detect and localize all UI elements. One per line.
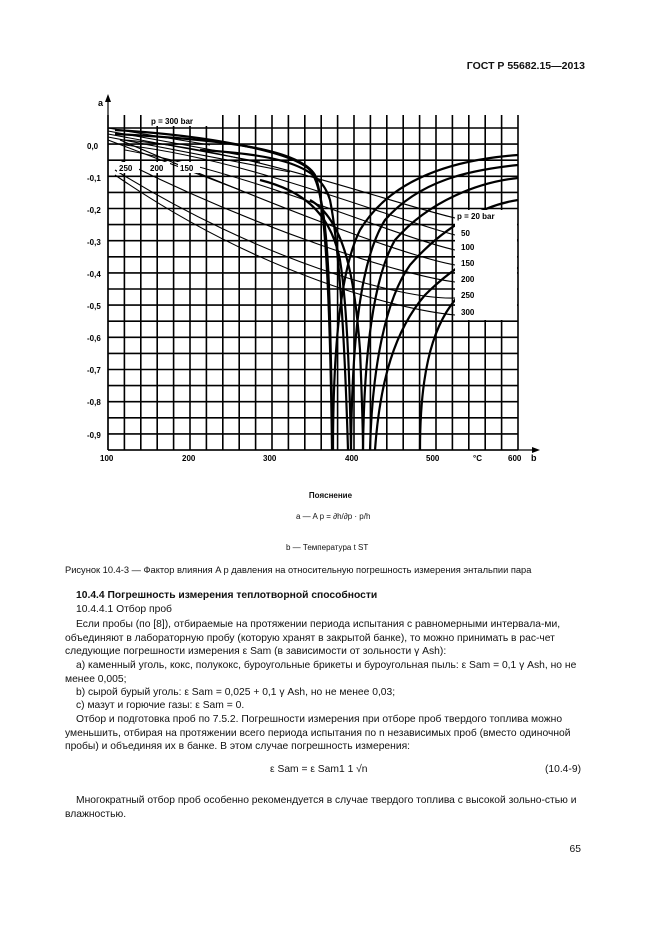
y-tick-label: -0,6 (87, 334, 101, 343)
y-axis-label: a (98, 98, 104, 108)
subsection-heading: 10.4.4.1 Отбор проб (76, 604, 172, 615)
y-tick-label: -0,5 (87, 302, 101, 311)
paragraph-c: с) мазут и горючие газы: ε Sam = 0. (76, 700, 245, 711)
equation: ε Sam = ε Sam1 1 √n (270, 764, 368, 775)
right-curve-label: 200 (461, 275, 475, 284)
paragraph-3: Многократный отбор проб особенно рекомендуется в случае твердого топлива с высокой зольно-стью и влажностью. (65, 795, 577, 820)
x-tick-label: 500 (426, 454, 440, 463)
top-label-200: 200 (150, 164, 164, 173)
document-header: ГОСТ Р 55682.15—2013 (466, 60, 585, 72)
right-curve-label: 300 (461, 308, 475, 317)
y-axis-arrow (105, 94, 111, 102)
figure-caption: Рисунок 10.4-3 — Фактор влияния A p давления на относительную погрешность измерения энтальпии пара (65, 565, 532, 575)
paragraph-b: b) сырой бурый уголь: ε Sam = 0,025 + 0,1 γ Ash, но не менее 0,03; (76, 687, 396, 698)
y-tick-label: 0,0 (87, 142, 99, 151)
x-tick-label: 400 (345, 454, 359, 463)
x-tick-label: 300 (263, 454, 277, 463)
top-title-label: p = 300 bar (151, 117, 194, 126)
x-unit-label: °C (473, 454, 482, 463)
paragraph-2: Отбор и подготовка проб по 7.5.2. Погрешности измерения при отборе проб твердого топлива можно уменьшить, отбирая на протяжении всего периода испытания по n независимых проб (вместо одиночной пробы) и объединяя их в банке. В этом случае погрешность измерения: (65, 714, 571, 753)
top-label-250: 250 (119, 164, 133, 173)
equation-number: (10.4-9) (544, 764, 581, 775)
paragraph-1: Если пробы (по [8]), отбираемые на протяжении периода испытания с равномерными интервала-ми, объединяют в лабораторную пробу (которую хранят в закрытой банке), то можно принимать в рас-чет следующие погрешности измерения ε Sam (в зависимости от зольности γ Ash): (65, 619, 561, 658)
y-tick-label: -0,2 (87, 206, 101, 215)
chart-curve (125, 140, 455, 218)
x-tick-label: 600 (508, 454, 522, 463)
right-curve-label: 50 (461, 229, 470, 238)
right-curve-label: 100 (461, 243, 475, 252)
y-tick-label: -0,3 (87, 238, 101, 247)
chart-curve (120, 160, 455, 282)
legend-line-b: b — Температура t ST (286, 543, 369, 552)
right-curve-label: 250 (461, 291, 475, 300)
top-label-150: 150 (180, 164, 194, 173)
section-heading: 10.4.4 Погрешность измерения теплотворной способности (76, 590, 378, 601)
legend-title: Пояснение (308, 491, 353, 500)
page-number: 65 (569, 844, 581, 855)
y-tick-label: -0,4 (87, 270, 101, 279)
x-tick-label: 100 (100, 454, 114, 463)
x-axis-label: b (531, 453, 537, 463)
right-curve-label: p = 20 bar (457, 212, 495, 221)
right-curve-label: 150 (461, 259, 475, 268)
legend-line-a: a — A p = ∂h/∂p · p/h (296, 512, 371, 521)
paragraph-a: а) каменный уголь, кокс, полукокс, буроугольные брикеты и буроугольная пыль: ε Sam = 0,1 γ Ash, но не менее 0,005; (65, 660, 577, 685)
y-tick-label: -0,7 (87, 366, 101, 375)
y-tick-label: -0,9 (87, 431, 101, 440)
y-tick-label: -0,1 (87, 174, 101, 183)
x-tick-label: 200 (182, 454, 196, 463)
y-tick-label: -0,8 (87, 398, 101, 407)
